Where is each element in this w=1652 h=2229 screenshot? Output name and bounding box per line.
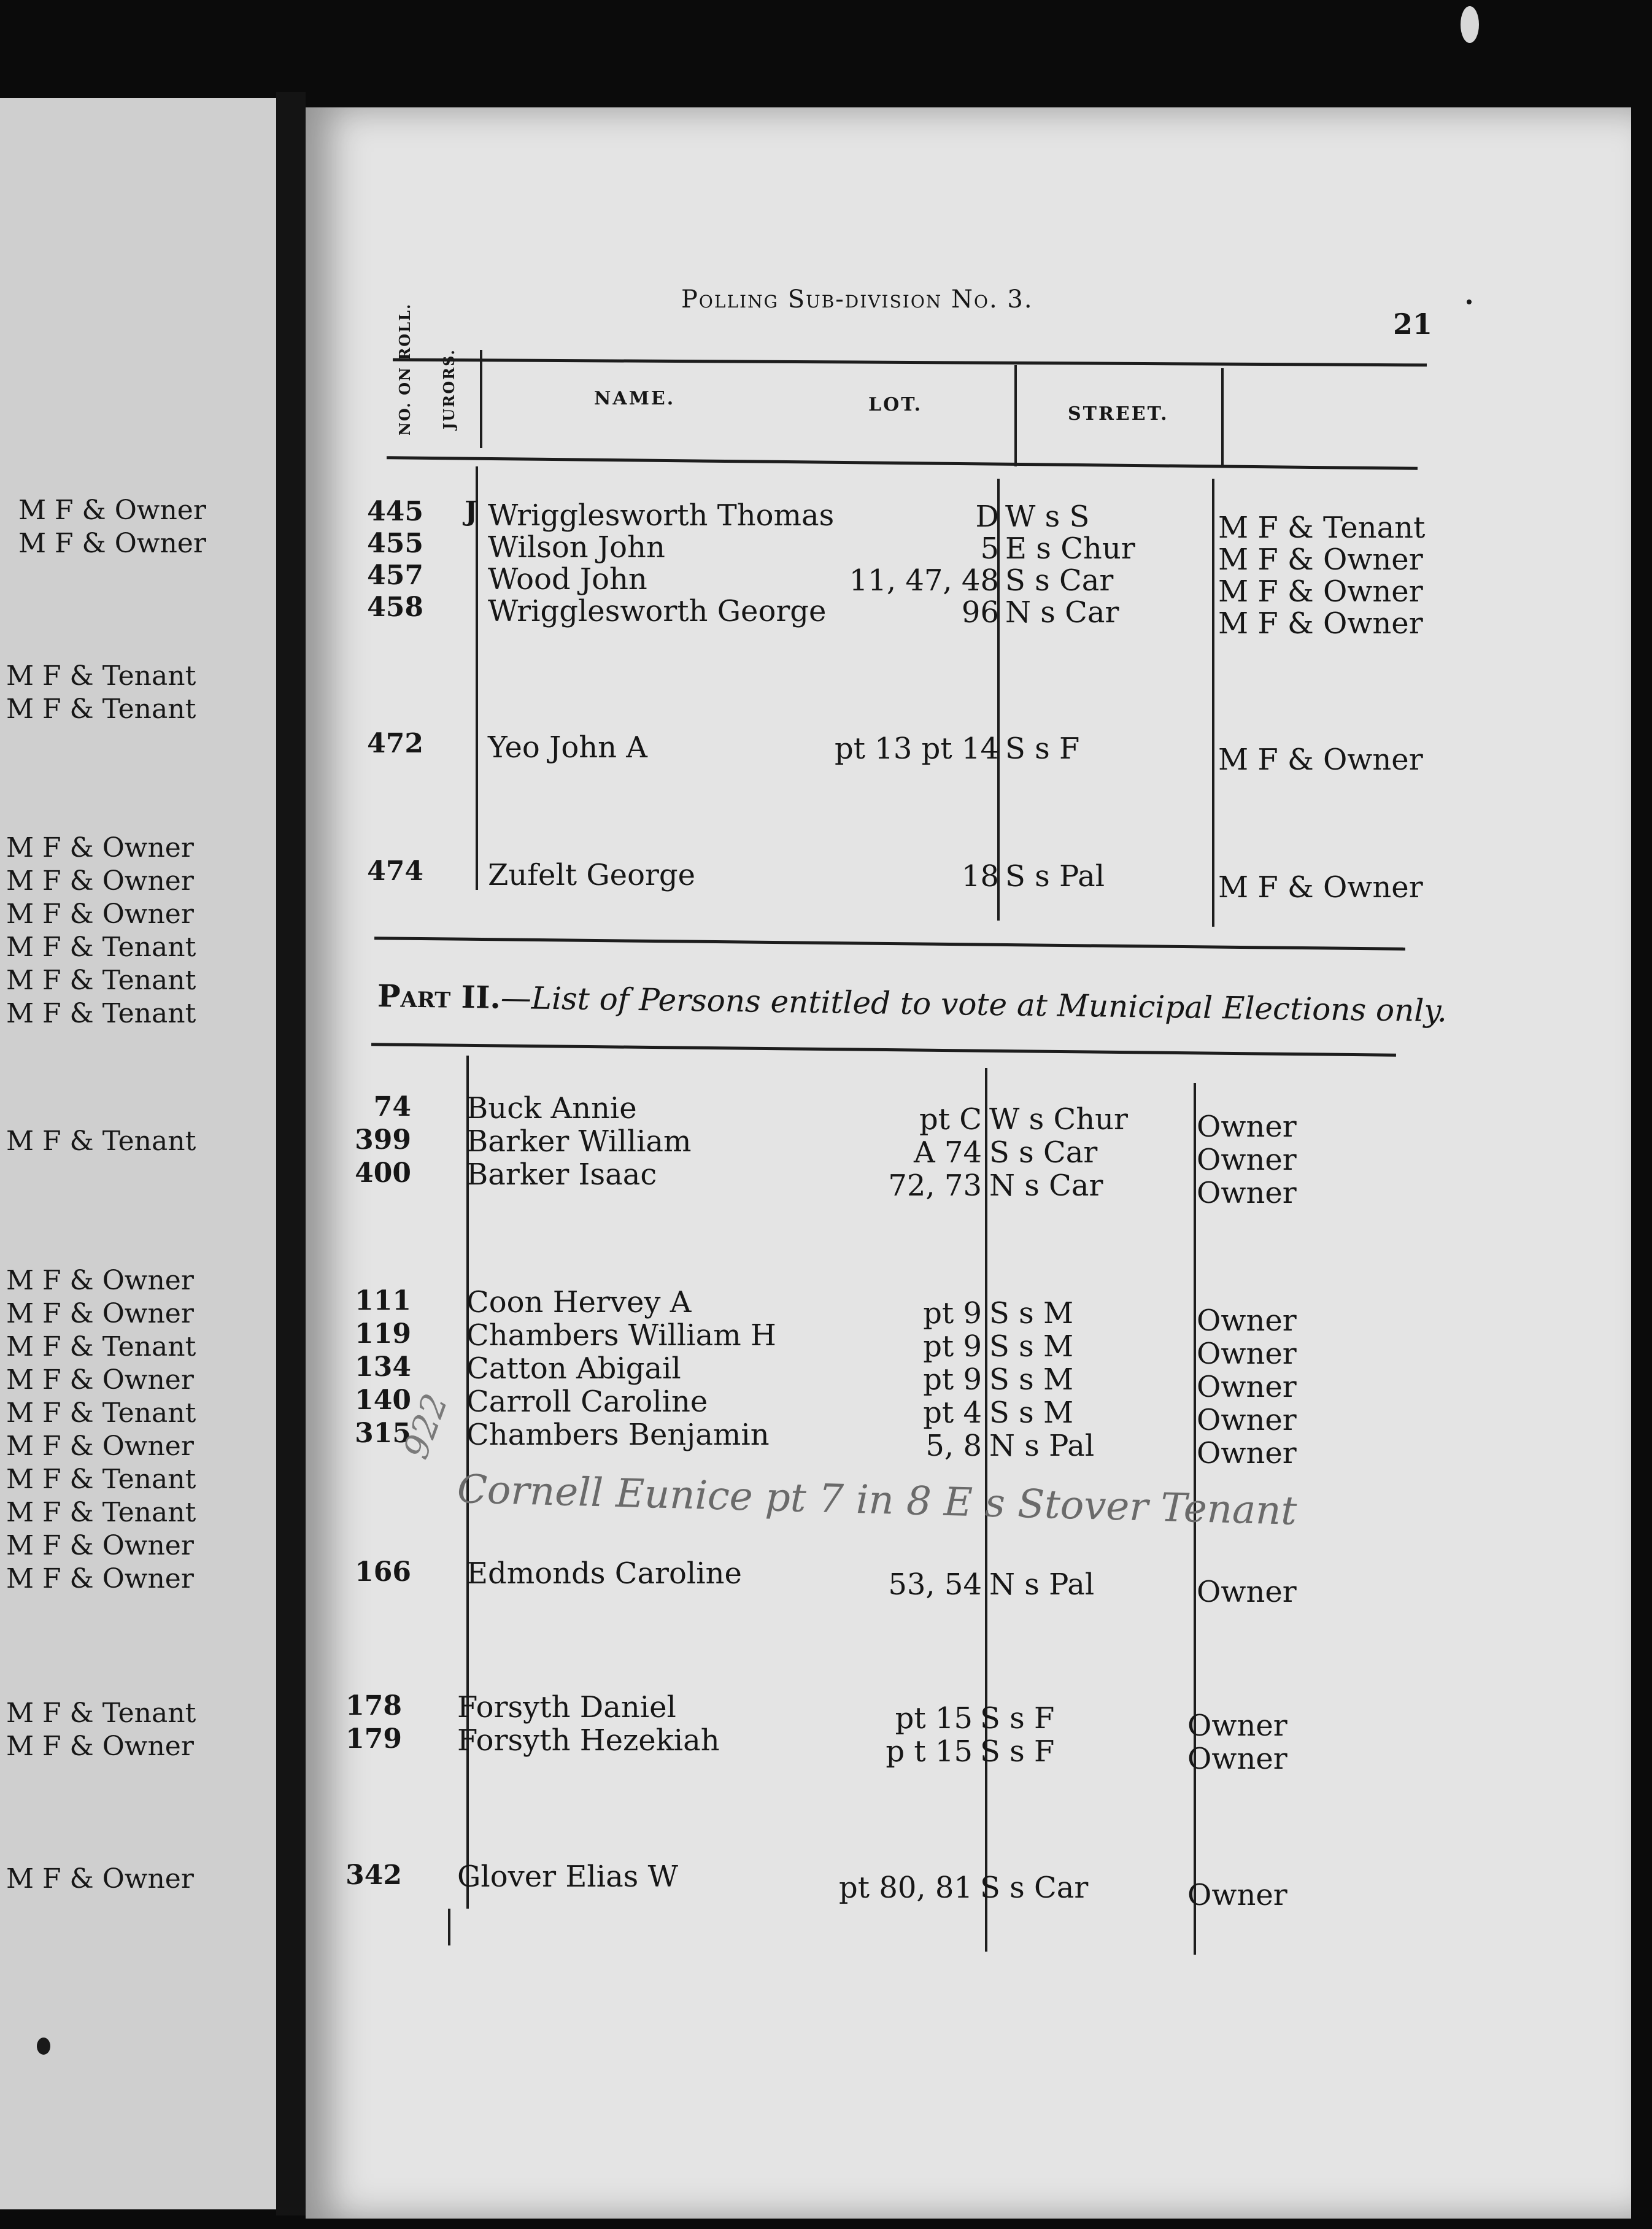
roll-number: 178 bbox=[345, 1690, 402, 1721]
voter-name: Forsyth Hezekiah bbox=[457, 1723, 720, 1758]
street-code: S s M bbox=[989, 1362, 1074, 1397]
column-divider bbox=[448, 1909, 450, 1945]
col-street-header: STREET. bbox=[1068, 403, 1169, 425]
left-page-entry: M F & Tenant bbox=[6, 660, 196, 692]
roll-number: 111 bbox=[355, 1285, 411, 1316]
scan-speck bbox=[1461, 6, 1479, 43]
voter-name: Coon Hervey A bbox=[466, 1285, 692, 1319]
qualification: M F & Owner bbox=[1218, 543, 1423, 577]
voter-name: Chambers Benjamin bbox=[466, 1418, 770, 1452]
street-code: S s Pal bbox=[1005, 859, 1105, 894]
left-page-entry: M F & Owner bbox=[6, 1530, 194, 1561]
voter-name: Catton Abigail bbox=[466, 1351, 681, 1386]
left-page-entry: M F & Owner bbox=[6, 1265, 194, 1296]
roll-number: 140 bbox=[355, 1385, 411, 1416]
page-header-title: Polling Sub-division No. 3. bbox=[681, 285, 1033, 314]
roll-number: 166 bbox=[355, 1556, 411, 1588]
street-code: N s Car bbox=[1005, 595, 1119, 630]
qualification: Owner bbox=[1187, 1742, 1287, 1776]
lot-number: p t 15 bbox=[886, 1734, 973, 1769]
lot-number: pt 15 bbox=[895, 1701, 973, 1736]
street-code: S s Car bbox=[1005, 563, 1114, 598]
roll-number: 457 bbox=[367, 560, 423, 591]
voter-name: Yeo John A bbox=[488, 730, 647, 765]
street-code: W s S bbox=[1005, 500, 1090, 534]
voter-name: Edmonds Caroline bbox=[466, 1556, 742, 1591]
roll-number: 399 bbox=[355, 1124, 411, 1156]
roll-number: 119 bbox=[355, 1318, 411, 1350]
voter-name: Wrigglesworth Thomas bbox=[488, 498, 835, 533]
left-page-entry: M F & Owner bbox=[6, 1563, 194, 1594]
voter-name: Zufelt George bbox=[488, 858, 696, 892]
lot-number: pt 9 bbox=[923, 1329, 982, 1364]
qualification: M F & Owner bbox=[1218, 743, 1423, 777]
scan-speck bbox=[37, 2038, 50, 2055]
page-number: 21 bbox=[1393, 307, 1433, 341]
qualification: Owner bbox=[1197, 1304, 1297, 1338]
qualification: Owner bbox=[1197, 1110, 1297, 1144]
qualification: M F & Owner bbox=[1218, 606, 1423, 641]
scan-speck bbox=[1467, 299, 1472, 304]
left-page-entry: M F & Tenant bbox=[6, 965, 196, 996]
col-name-header: NAME. bbox=[594, 388, 676, 409]
lot-number: 18 bbox=[961, 859, 999, 894]
voter-name: Wood John bbox=[488, 562, 647, 597]
lot-number: pt 13 pt 14 bbox=[835, 732, 999, 766]
roll-number: 74 bbox=[373, 1091, 411, 1122]
left-page-entry: M F & Tenant bbox=[6, 1126, 196, 1157]
roll-number: 315 bbox=[355, 1418, 411, 1449]
left-page-entry: M F & Tenant bbox=[6, 1464, 196, 1495]
left-page-entry: M F & Tenant bbox=[6, 1397, 196, 1429]
qualification: Owner bbox=[1197, 1143, 1297, 1177]
qualification: Owner bbox=[1197, 1436, 1297, 1470]
left-page-entry: M F & Tenant bbox=[6, 693, 196, 725]
part2-label: Part II. bbox=[377, 978, 501, 1016]
left-page-entry: M F & Owner bbox=[6, 1863, 194, 1895]
roll-number: 342 bbox=[345, 1860, 402, 1891]
street-code: S s M bbox=[989, 1396, 1074, 1430]
roll-number: 134 bbox=[355, 1351, 411, 1383]
qualification: Owner bbox=[1197, 1575, 1297, 1609]
street-code: S s F bbox=[1005, 732, 1080, 766]
col-roll-header: NO. ON ROLL. bbox=[396, 303, 414, 436]
left-page-entry: M F & Owner bbox=[6, 898, 194, 930]
part2-heading-text: —List of Persons entitled to vote at Municipal Elections only. bbox=[500, 979, 1448, 1029]
qualification: M F & Owner bbox=[1218, 870, 1423, 905]
lot-number: 5, 8 bbox=[925, 1429, 982, 1463]
header-divider bbox=[480, 350, 482, 448]
qualification: Owner bbox=[1197, 1176, 1297, 1210]
roll-number: 179 bbox=[345, 1723, 402, 1755]
street-code: S s M bbox=[989, 1296, 1074, 1331]
street-code: W s Chur bbox=[989, 1102, 1128, 1137]
qualification: Owner bbox=[1187, 1709, 1287, 1743]
voter-name: Chambers William H bbox=[466, 1318, 776, 1353]
column-divider bbox=[1212, 479, 1214, 927]
lot-number: D bbox=[975, 500, 999, 534]
left-page-entry: M F & Owner bbox=[6, 1731, 194, 1762]
street-code: S s F bbox=[980, 1701, 1055, 1736]
left-page-entry: M F & Tenant bbox=[6, 1497, 196, 1528]
roll-number: 472 bbox=[367, 728, 423, 759]
col-jurors-header: JURORS. bbox=[440, 349, 458, 430]
lot-number: 11, 47, 48 bbox=[849, 563, 999, 598]
header-divider bbox=[1221, 368, 1224, 466]
street-code: S s Car bbox=[989, 1135, 1098, 1170]
col-lot-header: LOT. bbox=[868, 394, 923, 415]
left-page-entry: M F & Owner bbox=[6, 832, 194, 863]
voter-name: Barker William bbox=[466, 1124, 692, 1159]
street-code: S s M bbox=[989, 1329, 1074, 1364]
qualification: M F & Owner bbox=[1218, 574, 1423, 609]
column-divider bbox=[476, 466, 478, 890]
left-page-entry: M F & Owner bbox=[18, 528, 206, 559]
header-divider bbox=[1014, 365, 1017, 466]
handwritten-margin-number: 922 bbox=[396, 1388, 456, 1464]
lot-number: pt 9 bbox=[923, 1362, 982, 1397]
lot-number: A 74 bbox=[914, 1135, 982, 1170]
left-page-entry: M F & Owner bbox=[6, 1431, 194, 1462]
lot-number: pt 80, 81 bbox=[839, 1871, 973, 1905]
lot-number: 96 bbox=[961, 595, 999, 630]
lot-number: 72, 73 bbox=[888, 1169, 982, 1203]
lot-number: pt 9 bbox=[923, 1296, 982, 1331]
lot-number: 53, 54 bbox=[888, 1567, 982, 1602]
qualification: M F & Tenant bbox=[1218, 511, 1426, 545]
juror-mark: J bbox=[465, 496, 477, 527]
handwritten-entry: Cornell Eunice pt 7 in 8 E s Stover Tenant bbox=[457, 1467, 1298, 1534]
qualification: Owner bbox=[1187, 1878, 1287, 1912]
voter-name: Glover Elias W bbox=[457, 1860, 678, 1894]
left-page-entry: M F & Tenant bbox=[6, 1698, 196, 1729]
lot-number: pt 4 bbox=[923, 1396, 982, 1430]
left-page-entry: M F & Owner bbox=[6, 1298, 194, 1329]
voter-name: Wilson John bbox=[488, 530, 665, 565]
roll-number: 400 bbox=[355, 1157, 411, 1189]
left-page-entry: M F & Tenant bbox=[6, 1331, 196, 1362]
lot-number: 5 bbox=[980, 531, 999, 566]
lot-number: pt C bbox=[919, 1102, 982, 1137]
left-page-entry: M F & Tenant bbox=[6, 998, 196, 1029]
left-page-entry: M F & Tenant bbox=[6, 932, 196, 963]
voter-name: Wrigglesworth George bbox=[488, 594, 827, 628]
roll-number: 458 bbox=[367, 592, 423, 623]
book-spine bbox=[276, 92, 306, 2215]
street-code: N s Pal bbox=[989, 1567, 1095, 1602]
street-code: N s Pal bbox=[989, 1429, 1095, 1463]
voter-name: Forsyth Daniel bbox=[457, 1690, 676, 1725]
roll-number: 474 bbox=[367, 856, 423, 887]
left-page-entry: M F & Owner bbox=[6, 1364, 194, 1396]
street-code: S s F bbox=[980, 1734, 1055, 1769]
voter-name: Carroll Caroline bbox=[466, 1385, 708, 1419]
roll-number: 455 bbox=[367, 528, 423, 559]
roll-number: 445 bbox=[367, 496, 423, 527]
left-page-entry: M F & Owner bbox=[6, 865, 194, 897]
qualification: Owner bbox=[1197, 1337, 1297, 1371]
street-code: N s Car bbox=[989, 1169, 1103, 1203]
street-code: S s Car bbox=[980, 1871, 1089, 1905]
left-page-entry: M F & Owner bbox=[18, 495, 206, 526]
voter-name: Buck Annie bbox=[466, 1091, 637, 1126]
qualification: Owner bbox=[1197, 1403, 1297, 1437]
street-code: E s Chur bbox=[1005, 531, 1135, 566]
qualification: Owner bbox=[1197, 1370, 1297, 1404]
voter-name: Barker Isaac bbox=[466, 1157, 657, 1192]
